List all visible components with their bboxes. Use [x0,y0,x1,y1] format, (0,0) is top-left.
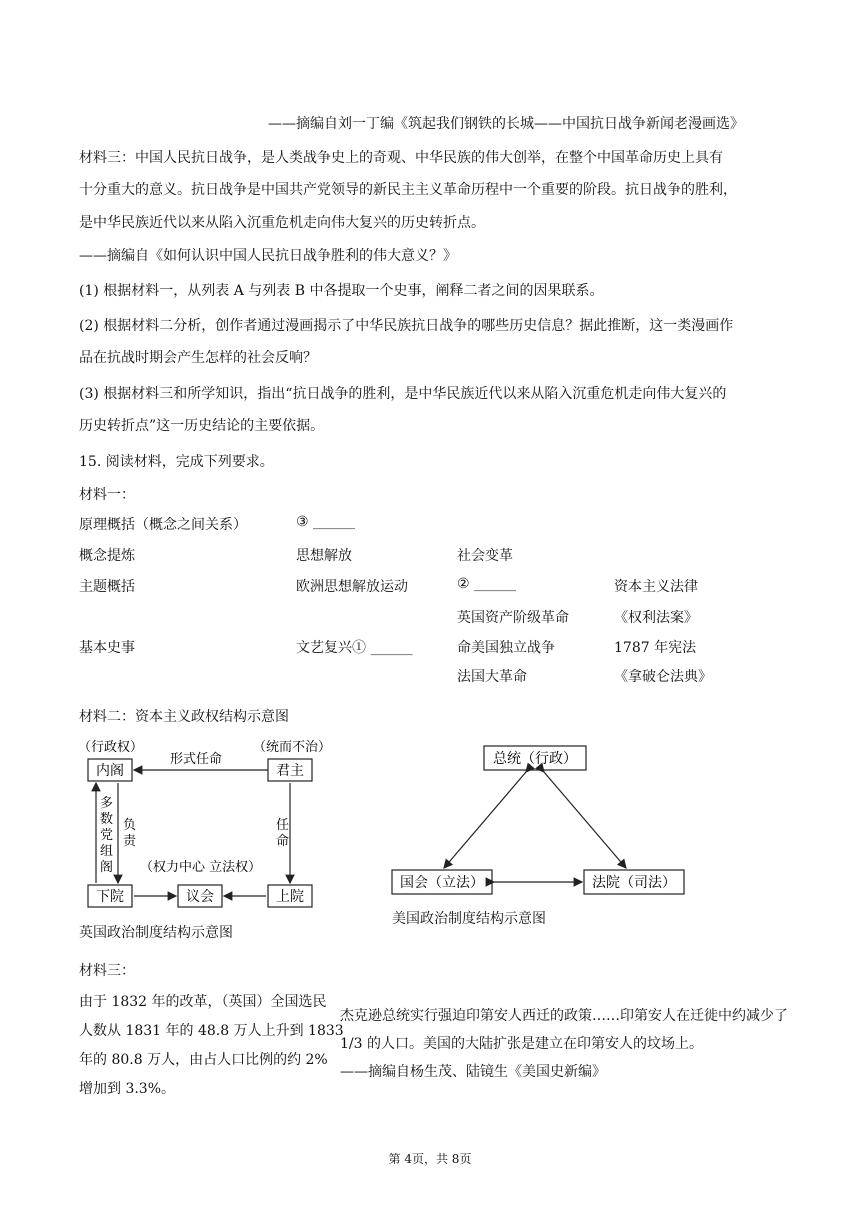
president-label: 总统（行政） [493,751,577,767]
exec-power-label: （行政权） [78,740,144,755]
top-source: ——摘编自刘一丁编《筑起我们钢铁的长城——中国抗日战争新闻老漫画选》 [268,116,744,132]
question-2-line-1: (2) 根据材料二分析，创作者通过漫画揭示了中华民族抗日战争的哪些历史信息？据此推断，这一类漫画作 [79,318,734,334]
responsible-char: 负 [123,818,137,833]
power-center-label: （权力中心 立法权） [140,860,262,875]
table-cell: ② ______ [457,576,517,592]
question-2-line-2: 品在抗战时期会产生怎样的社会反响？ [79,350,317,366]
material-three-left-line: 人数从 1831 年的 48.8 万人上升到 1833 [79,1023,344,1039]
table-cell: 英国资产阶级革命 [457,610,569,626]
table-cell: 思想解放 [296,548,352,564]
reign-label: （统而不治） [253,740,332,755]
table-cell: ③ ______ [296,514,356,530]
table-cell: 原理概括（概念之间关系） [79,517,247,533]
question-3-line-1: (3) 根据材料三和所学知识，指出“抗日战争的胜利，是中华民族近代以来从陷入沉重危机走向伟大复兴的 [79,386,727,402]
majority-party-char: 数 [100,812,114,827]
upper-house-label: 上院 [276,889,304,905]
president-congress-arrow [444,772,526,868]
congress-label: 国会（立法） [400,875,484,891]
material-three-right-line: 杰克逊总统实行强迫印第安人西迁的政策……印第安人在迁徙中约减少了 [340,1008,788,1024]
material-three-right-line: 1/3 的人口。美国的大陆扩张是建立在印第安人的坟场上。 [340,1036,703,1052]
material-one-label: 材料一： [79,487,135,503]
material-three-left-line: 由于 1832 年的改革，（英国）全国选民 [79,994,327,1010]
material-two-label: 材料二：资本主义政权结构示意图 [79,709,289,725]
majority-party-char: 多 [100,796,114,811]
monarch-label: 君主 [276,763,304,779]
material-three-right-source: ——摘编自杨生茂、陆镜生《美国史新编》 [340,1064,606,1080]
lower-house-label: 下院 [96,889,124,905]
table-cell: 命美国独立战争 [457,640,555,656]
material-three-line-2: 十分重大的意义。抗日战争是中国共产党领导的新民主主义革命历程中一个重要的阶段。抗日战争的胜利， [79,182,737,198]
president-court-arrow [544,772,626,868]
table-cell: 欧洲思想解放运动 [296,579,408,595]
majority-party-char: 党 [100,828,114,843]
material-three-line-1: 材料三：中国人民抗日战争，是人类战争史上的奇观、中华民族的伟大创举，在整个中国革命历史上具有 [79,150,723,166]
table-cell: 概念提炼 [79,548,135,564]
question-3-line-2: 历史转折点”这一历史结论的主要依据。 [79,418,325,434]
material-three-line-3: 是中华民族近代以来从陷入沉重危机走向伟大复兴的历史转折点。 [79,215,485,231]
material-three-label: 材料三： [79,963,135,979]
us-diagram-caption: 美国政治制度结构示意图 [392,911,546,927]
material-three-left-line: 年的 80.8 万人，由占人口比例的约 2% [79,1052,328,1068]
appoint-char: 命 [276,834,290,849]
table-cell: 《权利法案》 [614,610,698,626]
table-cell: 资本主义法律 [614,579,698,595]
table-cell: 文艺复兴① ______ [296,640,413,656]
table-cell: 主题概括 [79,579,135,595]
parliament-label: 议会 [186,889,214,905]
material-three-left-line: 增加到 3.3%。 [79,1081,176,1097]
responsible-char: 责 [123,834,137,849]
court-label: 法院（司法） [592,875,676,891]
table-cell: 社会变革 [457,548,513,564]
us-political-structure-diagram [388,740,698,900]
page-footer: 第 4页，共 8页 [388,1152,472,1166]
cabinet-label: 内阁 [96,763,124,779]
appoint-char: 任 [276,818,290,833]
table-cell: 基本史事 [79,640,135,656]
majority-party-char: 阁 [100,860,114,875]
majority-party-char: 组 [100,844,114,859]
uk-diagram-caption: 英国政治制度结构示意图 [79,925,233,941]
question-15-title: 15. 阅读材料，完成下列要求。 [79,454,274,470]
table-cell: 法国大革命 [457,669,527,685]
uk-political-structure-diagram [78,733,348,913]
material-three-source: ——摘编自《如何认识中国人民抗日战争胜利的伟大意义？》 [79,248,457,264]
question-1: (1) 根据材料一，从列表 A 与列表 B 中各提取一个史事，阐释二者之间的因果联系。 [79,283,604,299]
table-cell: 1787 年宪法 [614,640,697,656]
formal-appoint-label: 形式任命 [170,752,223,767]
table-cell: 《拿破仑法典》 [614,669,712,685]
